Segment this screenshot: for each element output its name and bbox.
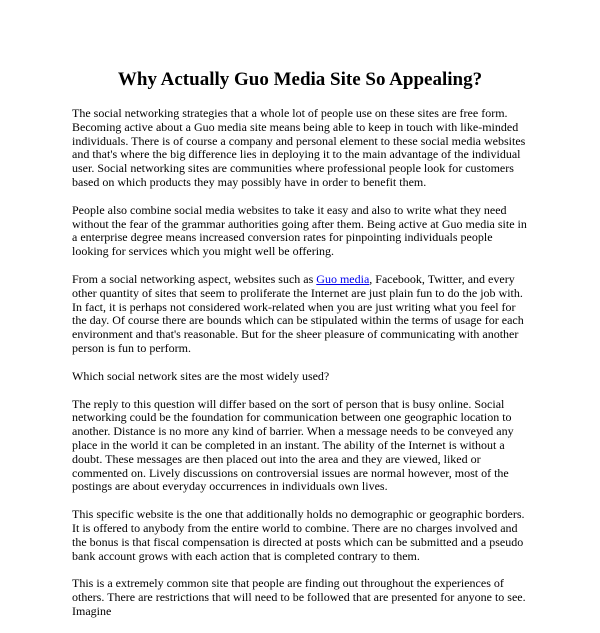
paragraph-3 (72, 273, 532, 356)
paragraph-4: Which social network sites are the most widely used? (72, 368, 330, 383)
paragraph-7: This is a extremely common site that people are finding out throughout the experiences of others. There are restrictions that will need to be followed that are presented for anyone to see. Imagine (72, 576, 526, 618)
paragraph-5: The reply to this question will differ based on the sort of person that is busy online. Social networking could be the foundation for communication between one geographic location to another. Distance is no more any kind of barrier. When a message needs to be conveyed any place in the world it can be completed in an instant. The ability of the Internet is without a doubt. These messages are then placed out into the area and they are viewed, liked or commented on. Lively discussions on controversial issues are normal however, most of the postings are about everyday occurrences in individuals own lives. (72, 396, 514, 494)
guo-media-link[interactable]: Guo media (316, 271, 370, 286)
paragraph-3-rest: , Facebook, Twitter, and every other quantity of sites that seem to proliferate the Internet are just plain fun to do the job with. In fact, it is perhaps not considered work-related when you are just writing what you feel for the day. Of course there are bounds which can be stipulated within the terms of usage for each environment and that's reasonable. But for the sheer pleasure of communicating with another person is fun to perform. (72, 271, 524, 355)
paragraph-1: The social networking strategies that a whole lot of people use on these sites are free form. Becoming active about a Guo media site means being able to keep in touch with like-minded individuals. There is of course a company and personal element to these social media websites and that's where the big difference lies in deploying it to the main advantage of the individual user. Social networking sites are communities where professional people look for customers based on which products they may possibly have in order to benefit them. (72, 106, 526, 189)
paragraph-2: People also combine social media websites to take it easy and also to write what they need without the fear of the grammar authorities going after them. Being active at Guo media site in a enterprise degree means increased conversion rates for pinpointing individuals people looking for services which you might well be offering. (72, 202, 527, 259)
document-body (72, 107, 532, 633)
page-title: Why Actually Guo Media Site So Appealing? (117, 69, 483, 90)
paragraph-3-lead: From a social networking aspect, websites such as (72, 271, 317, 286)
paragraph-6: This specific website is the one that additionally holds no demographic or geographic borders. It is offered to anybody from the entire world to combine. There are no charges involved and the bonus is that fiscal compensation is directed at posts which can be submitted and a pseudo bank account grows with each action that is completed contrary to them. (72, 507, 525, 563)
